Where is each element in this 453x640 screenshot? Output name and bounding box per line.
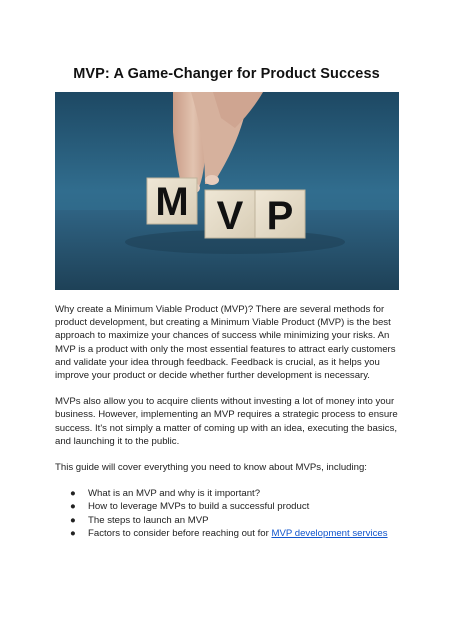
bullet-icon: ●	[70, 514, 76, 526]
mvp-services-link[interactable]: MVP development services	[271, 527, 388, 539]
bullet-icon: ●	[70, 501, 76, 513]
list-item	[55, 500, 399, 513]
paragraph-benefits: MVPs also allow you to acquire clients without investing a lot of money into your business. However, implementing an MVP requires a strategic process to ensure success. It's not simply a matter of coming up with an idea, executing the basics, and launching it to the public.	[55, 396, 398, 447]
hero-image-mvp-cubes	[55, 92, 399, 290]
topics-list	[55, 487, 399, 540]
cube-v	[205, 190, 255, 238]
cube-m	[147, 178, 197, 224]
cube-p-letter: P	[266, 194, 294, 238]
hero-illustration	[55, 92, 399, 290]
cube-m-letter: M	[155, 180, 189, 224]
list-item	[55, 527, 399, 540]
cube-v-letter: V	[216, 194, 244, 238]
list-item-text: What is an MVP and why is it important?	[88, 488, 261, 500]
bullet-icon: ●	[70, 488, 76, 500]
page-title: MVP: A Game-Changer for Product Success	[73, 66, 380, 82]
list-item	[55, 514, 399, 527]
body-text	[55, 303, 399, 540]
cube-p	[255, 190, 305, 238]
paragraph-guide: This guide will cover everything you need to know about MVPs, including:	[55, 462, 367, 474]
bullet-icon: ●	[70, 527, 76, 539]
list-item	[55, 487, 399, 500]
paragraph-intro: Why create a Minimum Viable Product (MVP)? There are several methods for product development, but creating a Minimum Viable Product (MVP) is the best approach to maximize your chances of success while minimizing your risks. An MVP is a product with only the most essential features to attract early customers and validate your idea through feedback. Feedback is crucial, as it helps you improve your product or decide whether further development is necessary.	[55, 304, 396, 382]
list-item-text: How to leverage MVPs to build a successful product	[88, 501, 310, 513]
list-item-text: The steps to launch an MVP	[88, 514, 209, 526]
list-item-text: Factors to consider before reaching out for	[88, 527, 272, 539]
